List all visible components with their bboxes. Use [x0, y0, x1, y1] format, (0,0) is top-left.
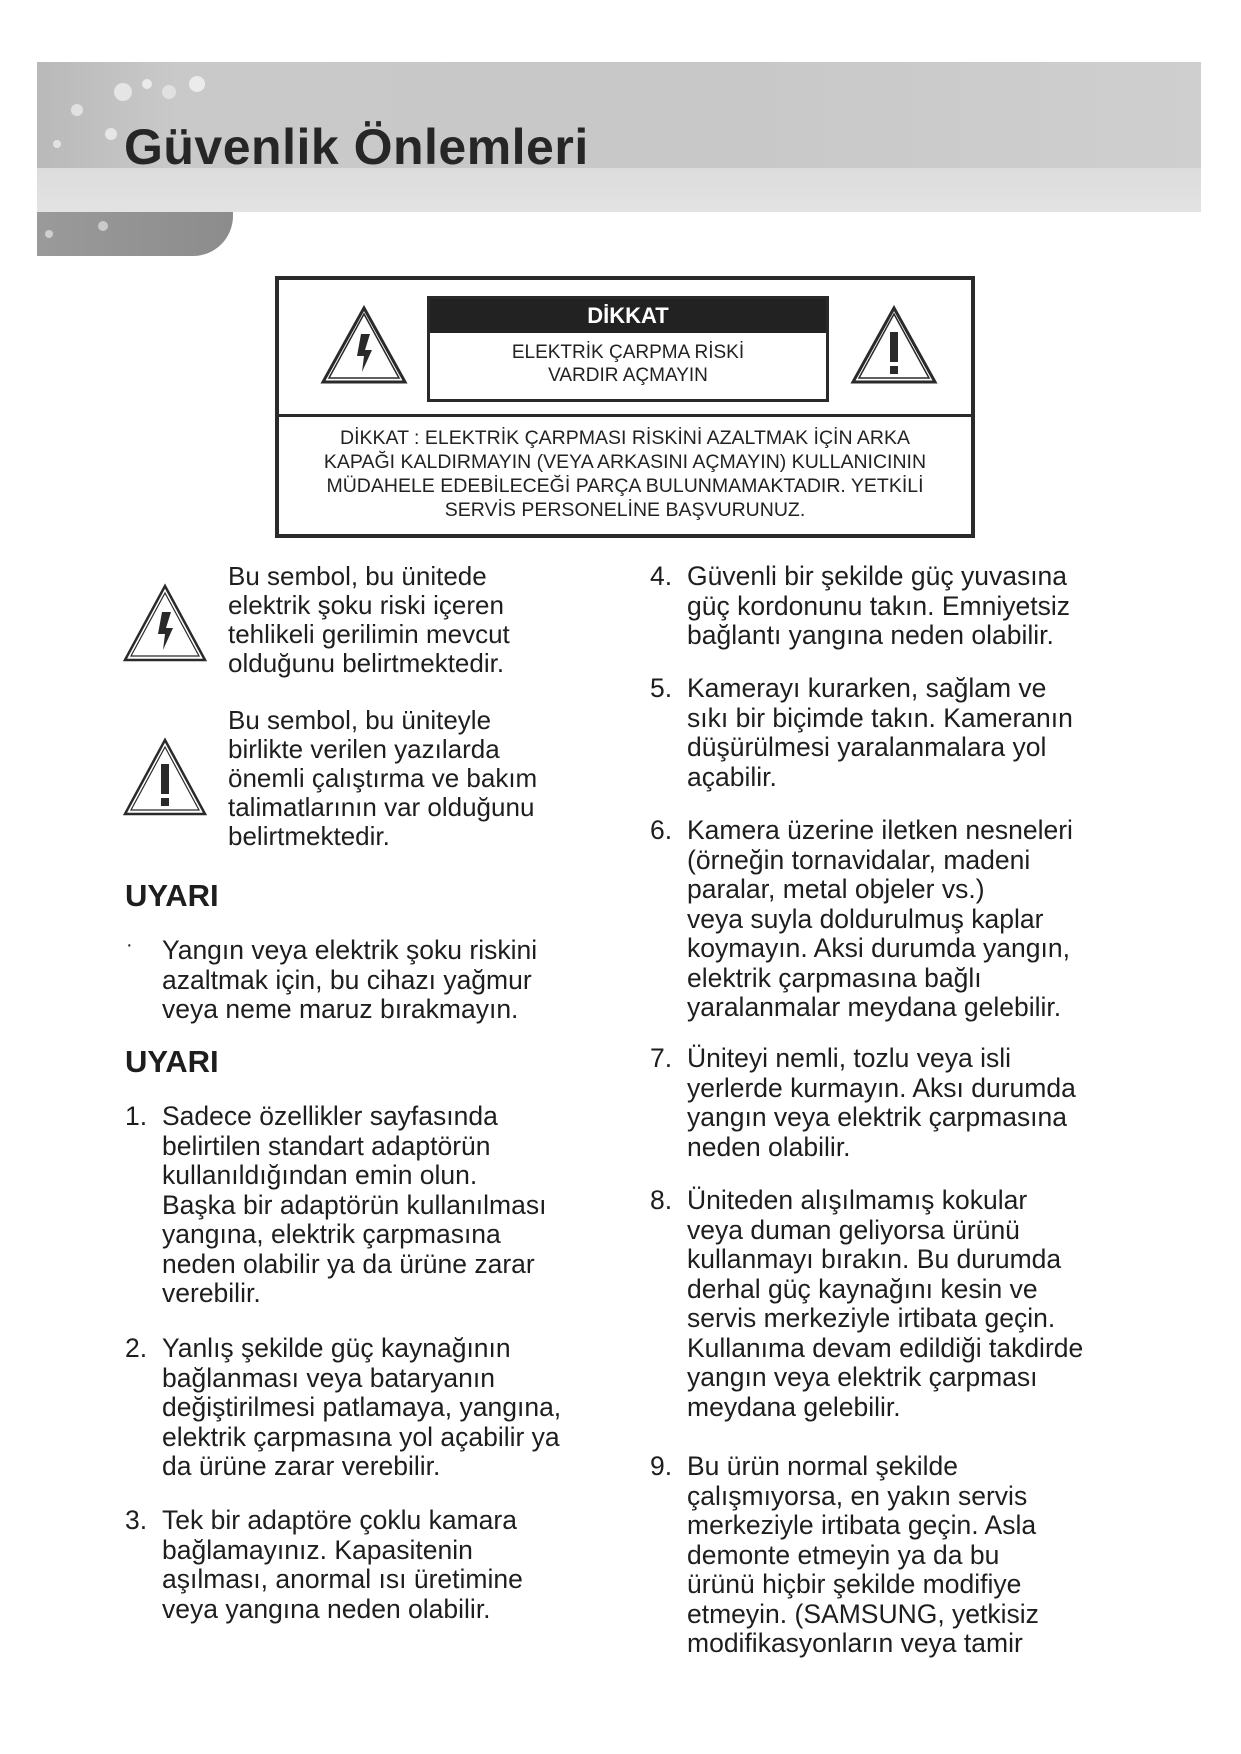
text-line: Tek bir adaptöre çoklu kamara: [162, 1505, 517, 1535]
text-line: veya yangına neden olabilir.: [162, 1593, 491, 1624]
text-line: Bu sembol, bu ünitede: [228, 561, 487, 591]
text-line: Sadece özellikler sayfasında: [162, 1101, 498, 1131]
item-number: 4.: [650, 561, 673, 591]
text-line: yangın veya elektrik çarpması: [687, 1362, 1038, 1392]
text-line: çalışmıyorsa, en yakın servis: [687, 1480, 1028, 1511]
text-line: düşürülmesi yaralanmalara yol: [687, 732, 1047, 762]
text-line: Üniteyi nemli, tozlu veya isli: [687, 1043, 1012, 1073]
text-line: modifikasyonların veya tamir: [687, 1628, 1023, 1658]
caution-line: ELEKTRİK ÇARPMA RİSKİ: [511, 342, 745, 363]
caution-label: [275, 276, 975, 538]
text-line: ürünü hiçbir şekilde modifiye: [687, 1569, 1022, 1599]
text-line: veya suyla doldurulmuş kaplar: [687, 903, 1044, 934]
text-line: yangına, elektrik çarpmasına: [162, 1219, 501, 1249]
electric-warning-icon: [317, 302, 411, 390]
warning-bullet-text: [162, 936, 602, 1025]
caution-body: [430, 333, 826, 387]
text-line: yaralanmalar meydana gelebilir.: [687, 992, 1062, 1022]
text-line: yangın veya elektrik çarpmasına: [687, 1102, 1068, 1132]
item-text: [162, 1102, 546, 1309]
text-line: koymayın. Aksi durumda yangın,: [687, 933, 1070, 963]
text-line: veya neme maruz bırakmayın.: [162, 994, 519, 1024]
text-line: veya duman geliyorsa ürünü: [687, 1214, 1020, 1245]
item-number: 5.: [650, 673, 673, 703]
text-line: kullanıldığından emin olun.: [162, 1160, 478, 1190]
caution-text-line: SERVİS PERSONELİNE BAŞVURUNUZ.: [444, 499, 806, 521]
text-line: Güvenli bir şekilde güç yuvasına: [687, 561, 1068, 591]
item-number: 1.: [125, 1101, 148, 1131]
text-line: da ürüne zarar verebilir.: [162, 1451, 441, 1481]
text-line: önemli çalıştırma ve bakım: [228, 763, 538, 793]
text-line: elektrik çarpmasına bağlı: [687, 962, 982, 993]
caution-text-line: KAPAĞI KALDIRMAYIN (VEYA ARKASINI AÇMAYIN) KULLANICININ: [323, 451, 927, 473]
text-line: merkeziyle irtibata geçin. Asla: [687, 1510, 1037, 1540]
text-line: talimatlarının var olduğunu: [228, 792, 535, 822]
item-text: [687, 1044, 1076, 1162]
text-line: belirtilen standart adaptörün: [162, 1130, 491, 1161]
item-text: [162, 1334, 561, 1482]
text-line: aşılması, anormal ısı üretimine: [162, 1564, 523, 1594]
text-line: servis merkeziyle irtibata geçin.: [687, 1303, 1056, 1333]
text-line: değiştirilmesi patlamaya, yangına,: [162, 1392, 562, 1422]
caution-panel: [427, 296, 829, 402]
text-line: açabilir.: [687, 761, 777, 792]
text-line: etmeyin. (SAMSUNG, yetkisiz: [687, 1598, 1039, 1629]
text-line: bağlanması veya bataryanın: [162, 1362, 495, 1393]
text-line: derhal güç kaynağını kesin ve: [687, 1273, 1038, 1304]
caution-header: DİKKAT: [430, 299, 826, 333]
text-line: olduğunu belirtmektedir.: [228, 648, 505, 678]
item-number: 6.: [650, 815, 673, 845]
item-text: [687, 562, 1070, 651]
text-line: kullanmayı bırakın. Bu durumda: [687, 1244, 1062, 1274]
text-line: (örneğin tornavidalar, madeni: [687, 844, 1031, 875]
warning-heading: UYARI: [125, 1044, 219, 1079]
item-number: 9.: [650, 1451, 673, 1481]
item-text: [687, 816, 1073, 1023]
text-line: demonte etmeyin ya da bu: [687, 1539, 1000, 1570]
item-text: [687, 1186, 1083, 1422]
text-line: bağlamayınız. Kapasitenin: [162, 1534, 473, 1565]
item-number: 7.: [650, 1043, 673, 1073]
text-line: elektrik şoku riski içeren: [228, 590, 504, 620]
item-number: 8.: [650, 1185, 673, 1215]
exclamation-symbol-description: [228, 706, 568, 851]
text-line: meydana gelebilir.: [687, 1391, 901, 1422]
text-line: elektrik çarpmasına yol açabilir ya: [162, 1421, 560, 1452]
text-line: Kullanıma devam edildiği takdirde: [687, 1332, 1084, 1363]
text-line: yerlerde kurmayın. Aksı durumda: [687, 1072, 1076, 1103]
text-line: paralar, metal objeler vs.): [687, 874, 985, 904]
text-line: belirtmektedir.: [228, 821, 390, 851]
text-line: Yangın veya elektrik şoku riskini: [162, 935, 538, 965]
text-line: Başka bir adaptörün kullanılması: [162, 1189, 547, 1220]
item-text: [687, 1452, 1039, 1659]
page-title: Güvenlik Önlemleri: [124, 119, 589, 175]
text-line: Bu sembol, bu üniteyle: [228, 705, 492, 735]
text-line: neden olabilir.: [687, 1131, 851, 1162]
caution-text-line: MÜDAHELE EDEBİLECEĞİ PARÇA BULUNMAMAKTADIR. YETKİLİ: [326, 475, 924, 497]
text-line: güç kordonunu takın. Emniyetsiz: [687, 590, 1070, 621]
text-line: Kamerayı kurarken, sağlam ve: [687, 673, 1047, 703]
text-line: tehlikeli gerilimin mevcut: [228, 619, 510, 649]
text-line: Üniteden alışılmamış kokular: [687, 1185, 1028, 1215]
caution-text-line: DİKKAT : ELEKTRİK ÇARPMASI RİSKİNİ AZALTMAK İÇİN ARKA: [340, 427, 910, 449]
caution-text: [285, 426, 965, 522]
warning-heading: UYARI: [125, 878, 219, 913]
text-line: verebilir.: [162, 1278, 261, 1308]
text-line: Kamera üzerine iletken nesneleri: [687, 815, 1073, 845]
item-text: [687, 674, 1073, 792]
item-number: 2.: [125, 1333, 148, 1363]
item-text: [162, 1506, 523, 1624]
exclamation-warning-icon: [121, 736, 209, 818]
text-line: azaltmak için, bu cihazı yağmur: [162, 964, 532, 995]
caution-line: VARDIR AÇMAYIN: [548, 365, 708, 386]
electric-warning-icon: [121, 582, 209, 664]
lightning-symbol-description: [228, 562, 568, 678]
text-line: neden olabilir ya da ürüne zarar: [162, 1248, 535, 1279]
text-line: sıkı bir biçimde takın. Kameranın: [687, 702, 1073, 733]
text-line: Yanlış şekilde güç kaynağının: [162, 1333, 511, 1363]
exclamation-warning-icon: [847, 302, 941, 390]
text-line: Bu ürün normal şekilde: [687, 1451, 959, 1481]
text-line: bağlantı yangına neden olabilir.: [687, 620, 1054, 650]
label-divider: [279, 414, 971, 417]
text-line: birlikte verilen yazılarda: [228, 734, 500, 764]
item-number: 3.: [125, 1505, 148, 1535]
bullet: ·: [126, 934, 133, 956]
